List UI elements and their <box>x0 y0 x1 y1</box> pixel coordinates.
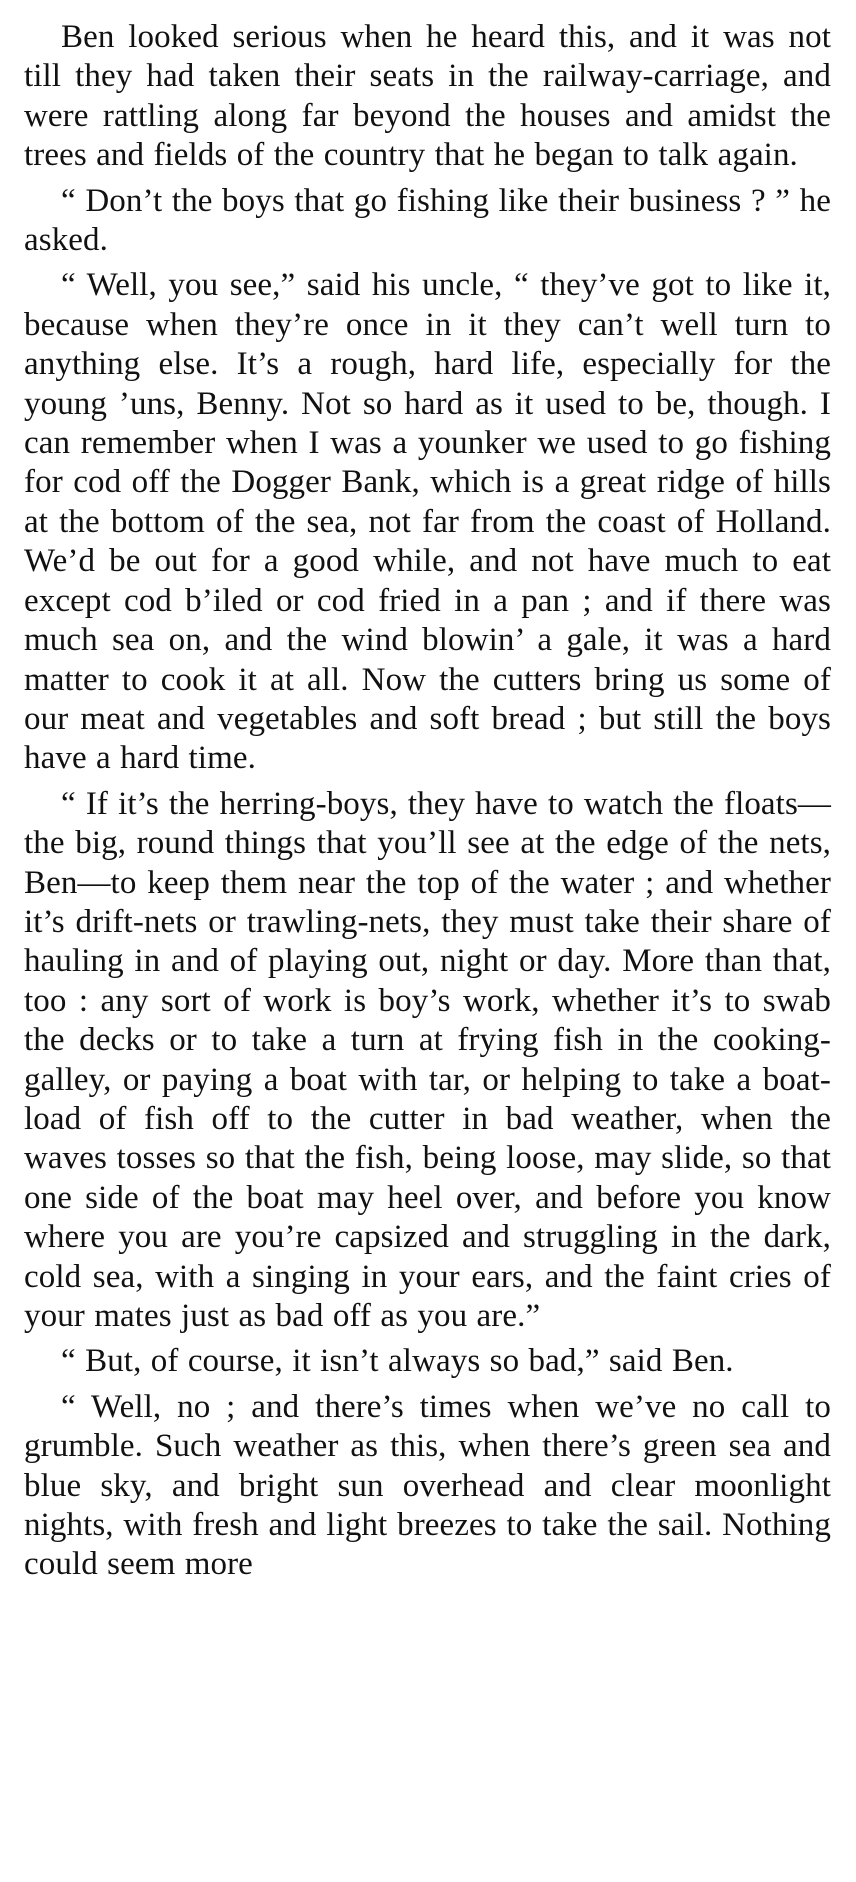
paragraph: “ Well, you see,” said his uncle, “ they’ve got to like it, because when they’re once in it they can’t well turn to anything else. It’s a rough, hard life, especially for the young ’uns, Benny. Not so hard as it used to be, though. I can remember when I was a younker we used to go fishing for cod off the Dogger Bank, which is a great ridge of hills at the bottom of the sea, not far from the coast of Holland. We’d be out for a good while, and not have much to eat except cod b’iled or cod fried in a pan ; and if there was much sea on, and the wind blowin’ a gale, it was a hard matter to cook it at all. Now the cutters bring us some of our meat and vegetables and soft bread ; but still the boys have a hard time. <box>24 267 831 777</box>
paragraph: “ But, of course, it isn’t always so bad,” said Ben. <box>61 1343 734 1380</box>
paragraph: Ben looked serious when he heard this, and it was not till they had taken their seats in the railway-carriage, and were rattling along far beyond the houses and amidst the trees and fields of the country that he began to talk again. <box>24 19 831 174</box>
paragraph: “ Don’t the boys that go fishing like their business ? ” he asked. <box>24 182 831 259</box>
book-page <box>24 18 831 1868</box>
paragraph: “ Well, no ; and there’s times when we’ve no call to grumble. Such weather as this, when there’s green sea and blue sky, and bright sun overhead and clear moonlight nights, with fresh and light breezes to take the sail. Nothing could seem more <box>24 1388 831 1583</box>
paragraph: “ If it’s the herring-boys, they have to watch the floats—the big, round things that you’ll see at the edge of the nets, Ben—to keep them near the top of the water ; and whether it’s drift-nets or trawling-nets, they must take their share of hauling in and of playing out, night or day. More than that, too : any sort of work is boy’s work, whether it’s to swab the decks or to take a turn at frying fish in the cooking-galley, or paying a boat with tar, or helping to take a boat-load of fish off to the cutter in bad weather, when the waves tosses so that the fish, being loose, may slide, so that one side of the boat may heel over, and before you know where you are you’re capsized and struggling in the dark, cold sea, with a singing in your ears, and the faint cries of your mates just as bad off as you are.” <box>24 785 831 1334</box>
